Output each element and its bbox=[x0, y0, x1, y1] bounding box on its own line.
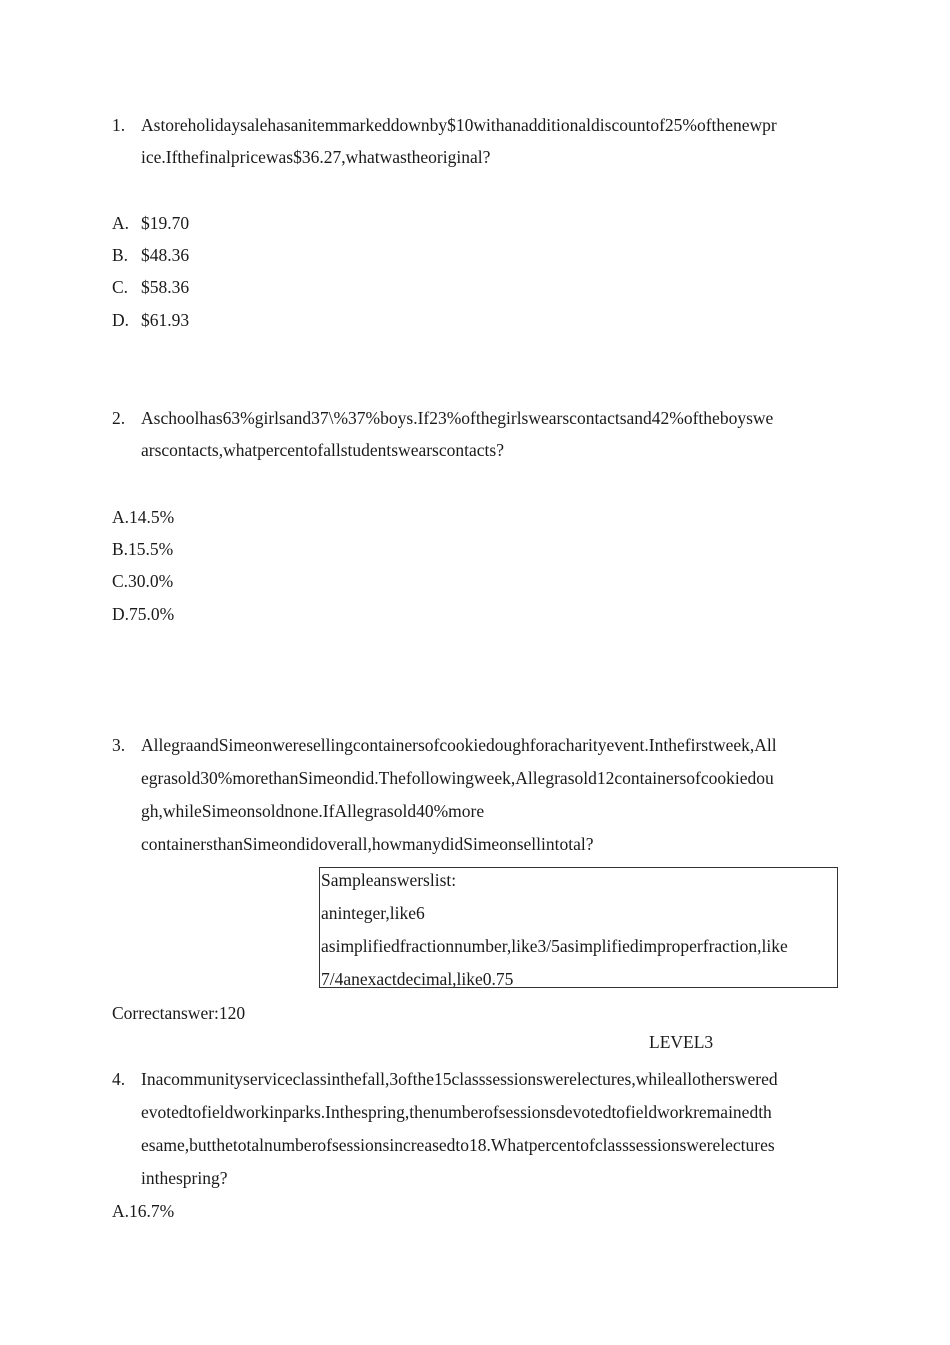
question-3-text-line-4: containersthanSimeondidoverall,howmanydidSimeonsellintotal? bbox=[141, 834, 594, 854]
question-4-option-a: A.16.7% bbox=[112, 1201, 175, 1221]
question-1-option-d-value: $61.93 bbox=[141, 310, 190, 330]
question-1-text-line-2: ice.Ifthefinalpricewas$36.27,whatwastheoriginal? bbox=[141, 147, 491, 167]
question-2-text-line-1: Aschoolhas63%girlsand37\%37%boys.If23%ofthegirlswearscontactsand42%oftheboyswe bbox=[141, 408, 774, 428]
question-1-option-c-value: $58.36 bbox=[141, 277, 190, 297]
question-4-text-line-3: esame,butthetotalnumberofsessionsincreasedto18.Whatpercentofclasssessionswerelectures bbox=[141, 1135, 775, 1155]
question-2-number: 2. bbox=[112, 408, 126, 428]
sample-answers-line-fraction: asimplifiedfractionnumber,like3/5asimplifiedimproperfraction,like bbox=[321, 936, 788, 956]
question-1-option-b-letter: B. bbox=[112, 245, 129, 265]
question-1-option-b-value: $48.36 bbox=[141, 245, 190, 265]
question-2-option-a: A.14.5% bbox=[112, 507, 175, 527]
question-2-option-d: D.75.0% bbox=[112, 604, 175, 624]
question-4-text-line-4: inthespring? bbox=[141, 1168, 228, 1188]
sample-answers-box bbox=[319, 867, 838, 988]
question-1-option-a-value: $19.70 bbox=[141, 213, 190, 233]
question-1-number: 1. bbox=[112, 115, 126, 135]
question-3-correct-answer: Correctanswer:120 bbox=[112, 1003, 246, 1023]
question-1-text-line-1: Astoreholidaysalehasanitemmarkeddownby$10withanadditionaldiscountof25%ofthenewpr bbox=[141, 115, 777, 135]
question-1-option-a-letter: A. bbox=[112, 213, 130, 233]
question-2-text-line-2: arscontacts,whatpercentofallstudentswearscontacts? bbox=[141, 440, 504, 460]
question-4-number: 4. bbox=[112, 1069, 126, 1089]
question-3-text-line-2: egrasold30%morethanSimeondid.Thefollowingweek,Allegrasold12containersofcookiedou bbox=[141, 768, 774, 788]
question-3-text-line-1: AllegraandSimeonweresellingcontainersofcookiedoughforacharityevent.Inthefirstweek,All bbox=[141, 735, 777, 755]
question-2-option-b: B.15.5% bbox=[112, 539, 174, 559]
question-4-text-line-2: evotedtofieldworkinparks.Inthespring,thenumberofsessionsdevotedtofieldworkremainedth bbox=[141, 1102, 772, 1122]
question-3-text-line-3: gh,whileSimeonsoldnone.IfAllegrasold40%more bbox=[141, 801, 485, 821]
sample-answers-heading: Sampleanswerslist: bbox=[321, 870, 457, 890]
level-label: LEVEL3 bbox=[649, 1032, 714, 1052]
question-3-number: 3. bbox=[112, 735, 126, 755]
question-1-option-c-letter: C. bbox=[112, 277, 129, 297]
question-4-text-line-1: Inacommunityserviceclassinthefall,3ofthe15classsessionswerelectures,whileallotherswered bbox=[141, 1069, 778, 1089]
question-2-option-c: C.30.0% bbox=[112, 571, 174, 591]
sample-answers-line-decimal: 7/4anexactdecimal,like0.75 bbox=[321, 969, 514, 989]
sample-answers-line-integer: aninteger,like6 bbox=[321, 903, 425, 923]
question-1-option-d-letter: D. bbox=[112, 310, 130, 330]
